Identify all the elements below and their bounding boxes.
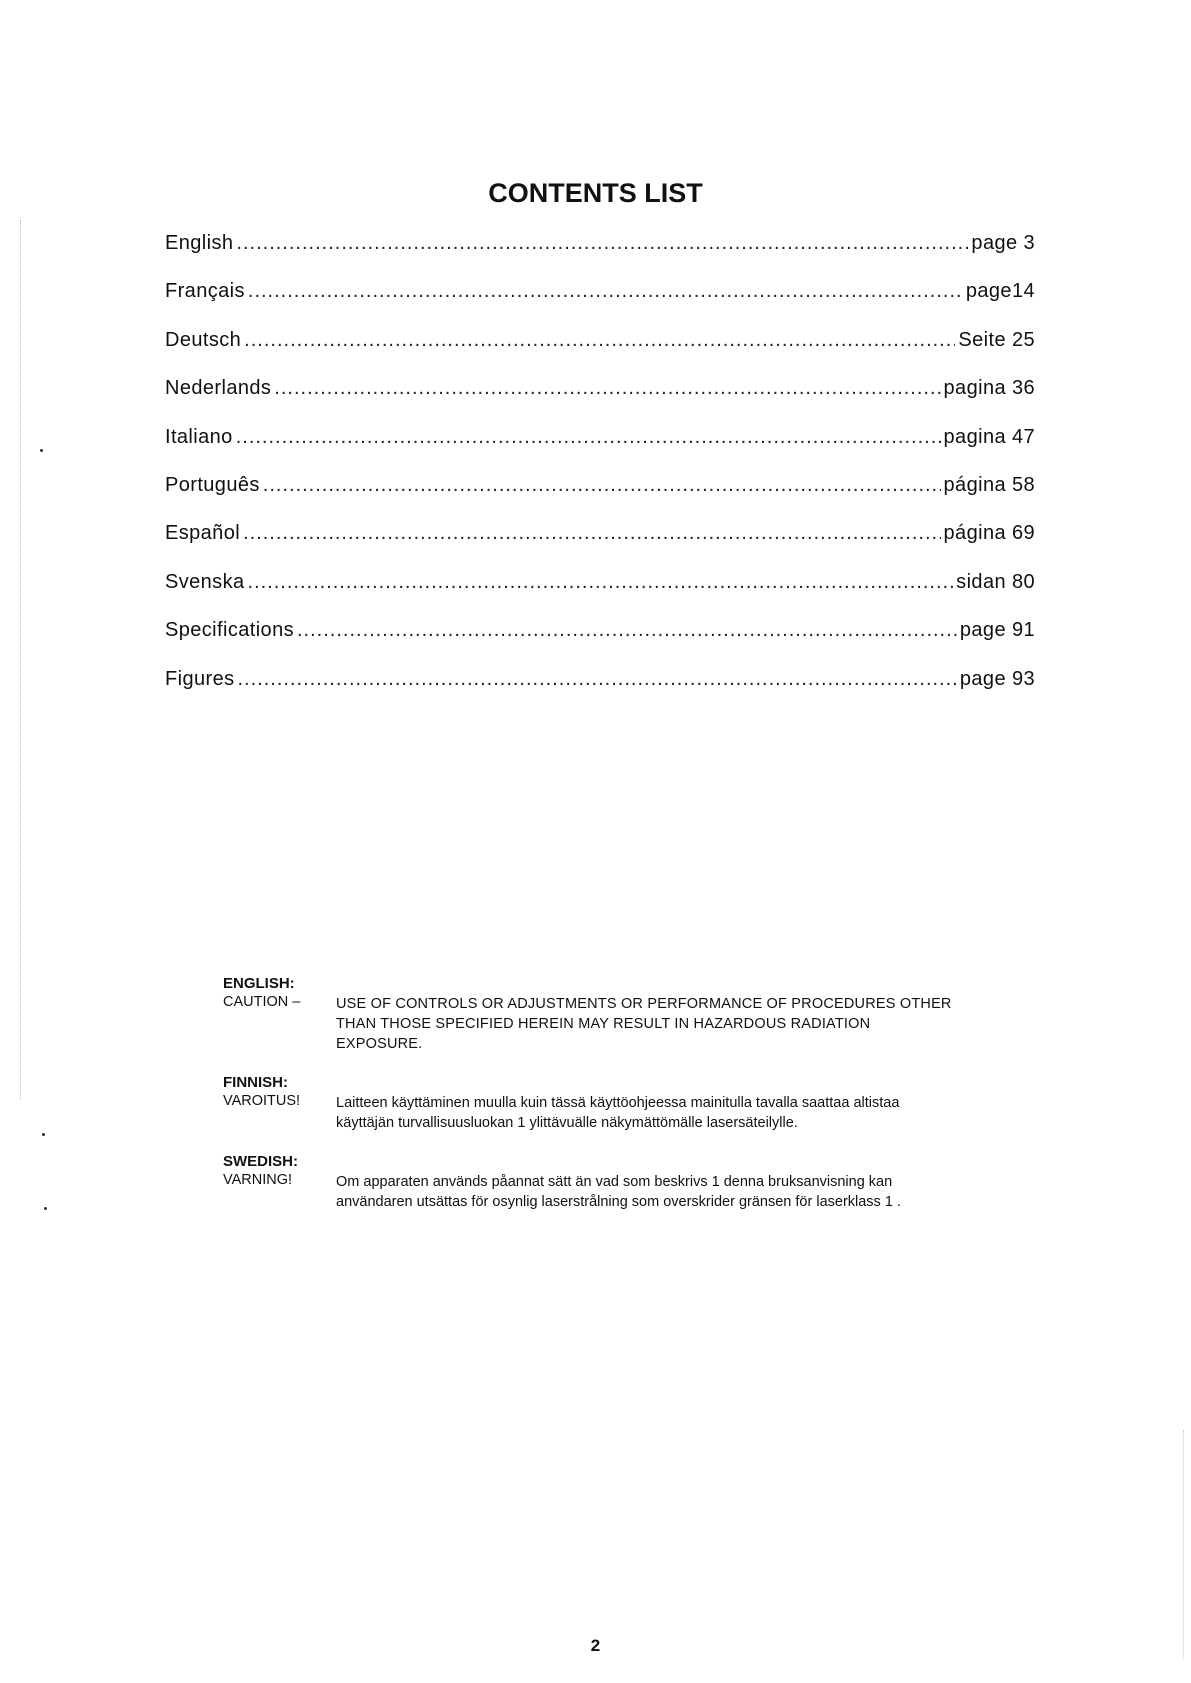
contents-list bbox=[165, 232, 1035, 716]
toc-entry bbox=[165, 571, 1035, 619]
toc-entry-label: Deutsch bbox=[165, 328, 242, 351]
scan-speck bbox=[44, 1207, 47, 1210]
page-title: CONTENTS LIST bbox=[488, 178, 703, 208]
toc-entry-page: page 3 bbox=[971, 232, 1035, 254]
toc-entry-label: English bbox=[165, 232, 234, 254]
laser-warnings bbox=[223, 975, 953, 1232]
toc-entry bbox=[165, 329, 1035, 377]
toc-entry-label: Nederlands bbox=[165, 377, 272, 400]
toc-leader-dots bbox=[297, 619, 957, 642]
toc-entry-label: Español bbox=[165, 522, 241, 545]
toc-entry-page: pagina 36 bbox=[943, 377, 1035, 400]
toc-entry-label: Specifications bbox=[165, 619, 294, 642]
warning-block-swedish bbox=[223, 1153, 953, 1212]
toc-entry bbox=[165, 377, 1035, 425]
warning-text: USE OF CONTROLS OR ADJUSTMENTS OR PERFORMANCE OF PROCEDURES OTHER THAN THOSE SPECIFIED HEREIN MAY RESULT IN HAZARDOUS RADIATION EXPOSURE. bbox=[336, 996, 952, 1052]
scan-speck bbox=[40, 449, 43, 452]
warning-row bbox=[223, 1093, 953, 1133]
warning-text: Om apparaten används påannat sätt än vad som beskrivs 1 denna bruksanvisning kan användaren utsättas för osynlig laserstrålning som overskrider gränsen för laserklass 1 . bbox=[336, 1174, 901, 1210]
toc-entry bbox=[165, 668, 1035, 716]
toc-entry-label: Português bbox=[165, 473, 260, 496]
toc-entry-page: página 58 bbox=[943, 473, 1035, 496]
toc-entry-page: pagina 47 bbox=[943, 425, 1035, 448]
page-number: 2 bbox=[590, 1636, 601, 1655]
toc-entry-label: Français bbox=[165, 280, 245, 303]
toc-entry bbox=[165, 426, 1035, 474]
toc-entry-page: page14 bbox=[965, 280, 1035, 303]
toc-entry-page: página 69 bbox=[943, 522, 1035, 545]
warning-label: VARNING! bbox=[223, 1172, 293, 1188]
warning-language: FINNISH: bbox=[223, 1074, 288, 1091]
toc-entry-page: sidan 80 bbox=[956, 570, 1035, 593]
toc-leader-dots bbox=[236, 232, 968, 255]
toc-leader-dots bbox=[263, 474, 941, 497]
toc-leader-dots bbox=[248, 280, 963, 303]
toc-entry bbox=[165, 619, 1035, 667]
toc-entry-label: Svenska bbox=[165, 570, 245, 593]
toc-entry bbox=[165, 232, 1035, 280]
warning-text: Laitteen käyttäminen muulla kuin tässä käyttöohjeessa mainitulla tavalla saattaa altistaa käyttäjän turvallisuusluokan 1 ylittävuälle näkymättömälle lasersäteilylle. bbox=[336, 1095, 900, 1131]
toc-entry-page: Seite 25 bbox=[958, 328, 1035, 351]
scan-speck bbox=[42, 1133, 45, 1136]
toc-leader-dots bbox=[236, 426, 941, 449]
toc-leader-dots bbox=[238, 668, 957, 691]
warning-language: ENGLISH: bbox=[223, 975, 295, 992]
toc-leader-dots bbox=[244, 329, 955, 352]
toc-entry-label: Italiano bbox=[165, 425, 233, 448]
warning-label: CAUTION – bbox=[223, 994, 301, 1010]
warning-row bbox=[223, 1172, 953, 1212]
toc-entry bbox=[165, 280, 1035, 328]
toc-entry bbox=[165, 474, 1035, 522]
toc-leader-dots bbox=[243, 522, 940, 545]
warning-block-finnish bbox=[223, 1074, 953, 1133]
warning-row bbox=[223, 994, 953, 1054]
toc-entry-page: page 91 bbox=[959, 619, 1035, 642]
toc-entry-label: Figures bbox=[165, 667, 235, 690]
warning-label: VAROITUS! bbox=[223, 1093, 301, 1109]
scan-edge-left bbox=[20, 220, 22, 1100]
warning-block-english bbox=[223, 975, 953, 1054]
scan-edge-right bbox=[1183, 1430, 1185, 1660]
toc-leader-dots bbox=[248, 571, 954, 594]
toc-entry-page: page 93 bbox=[959, 667, 1035, 690]
toc-leader-dots bbox=[274, 377, 940, 400]
warning-language: SWEDISH: bbox=[223, 1153, 298, 1170]
toc-entry bbox=[165, 522, 1035, 570]
